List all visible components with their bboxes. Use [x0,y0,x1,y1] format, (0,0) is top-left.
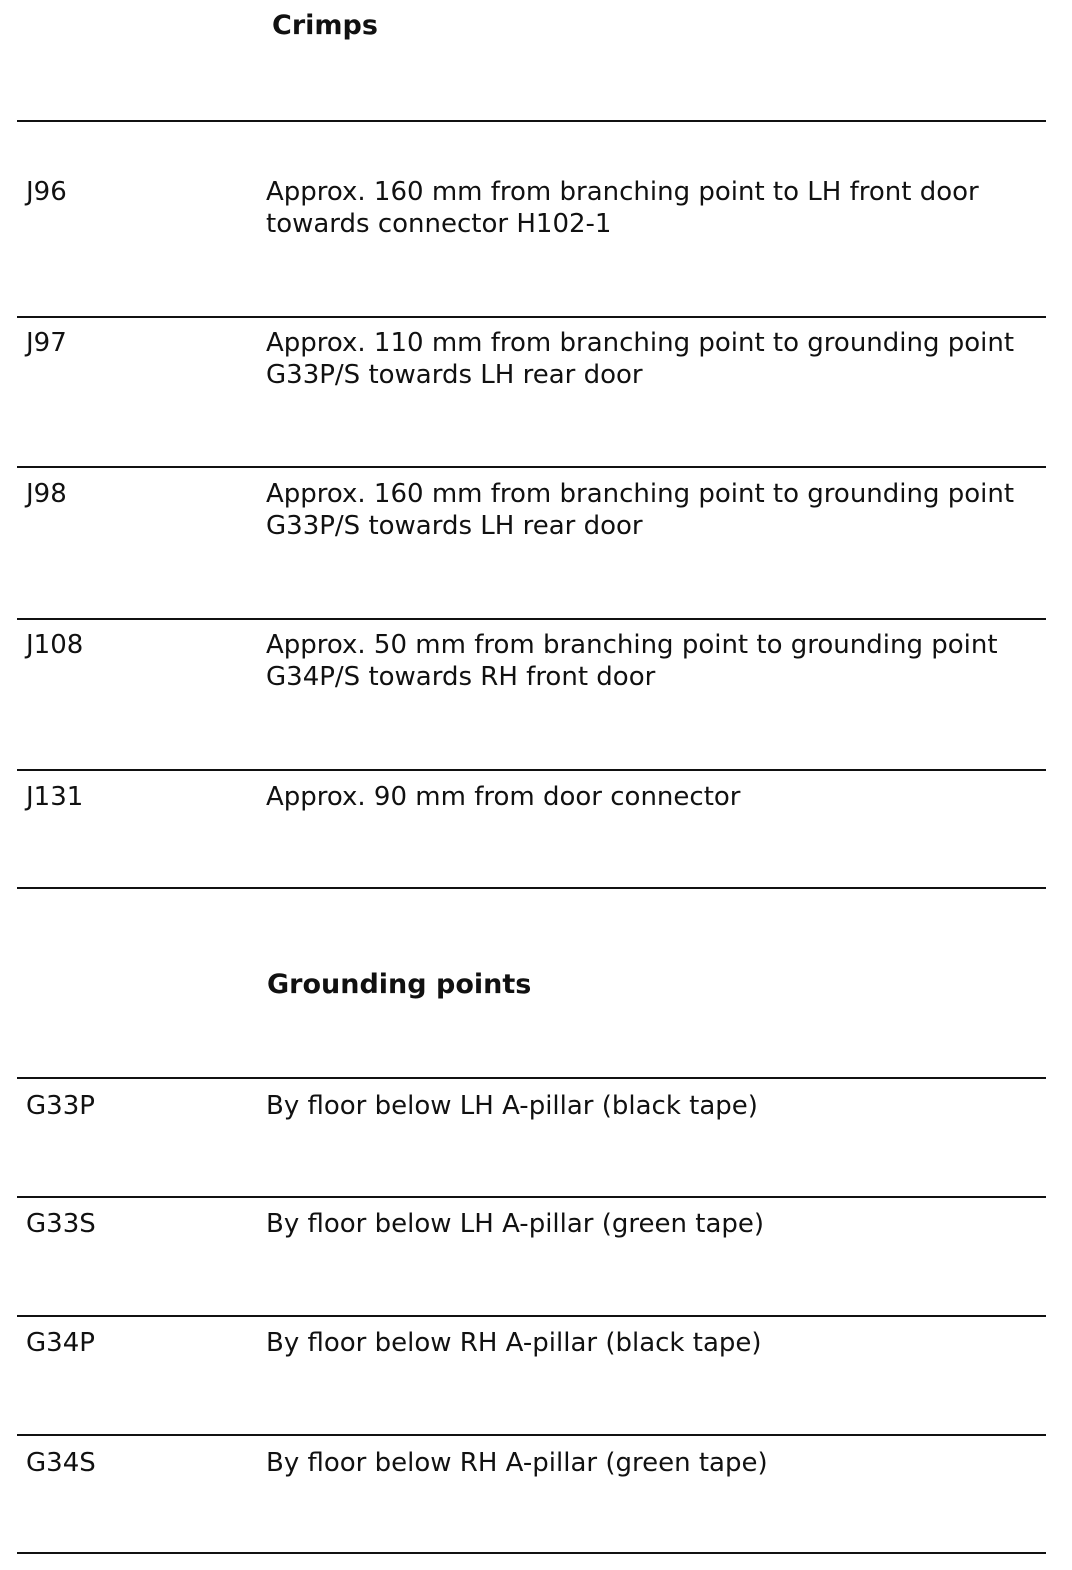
grounding-points-heading: Grounding points [267,969,532,1000]
divider [17,1434,1046,1436]
grounding-code: G34S [26,1448,96,1478]
crimp-description: Approx. 110 mm from branching point to grounding point G33P/S towards LH rear door [266,328,1015,390]
crimp-code: J97 [26,328,67,358]
crimp-code: J131 [26,782,84,812]
crimp-code: J108 [26,630,84,660]
grounding-code: G34P [26,1328,95,1358]
crimp-description: Approx. 160 mm from branching point to grounding point G33P/S towards LH rear door [266,479,1015,541]
crimp-code: J98 [26,479,67,509]
grounding-code: G33P [26,1091,95,1121]
grounding-description: By floor below RH A-pillar (green tape) [266,1448,768,1478]
divider [17,1552,1046,1554]
crimp-code: J96 [26,177,67,207]
grounding-description: By floor below LH A-pillar (green tape) [266,1209,765,1239]
grounding-description: By floor below RH A-pillar (black tape) [266,1328,762,1358]
divider [17,887,1046,889]
divider [17,466,1046,468]
grounding-description: By floor below LH A-pillar (black tape) [266,1091,758,1121]
divider [17,769,1046,771]
divider [17,618,1046,620]
divider [17,1077,1046,1079]
grounding-code: G33S [26,1209,96,1239]
crimps-heading: Crimps [272,10,378,41]
crimp-description: Approx. 90 mm from door connector [266,782,741,812]
divider [17,1196,1046,1198]
divider [17,120,1046,122]
divider [17,316,1046,318]
crimp-description: Approx. 50 mm from branching point to grounding point G34P/S towards RH front door [266,630,998,692]
divider [17,1315,1046,1317]
crimp-description: Approx. 160 mm from branching point to LH front door towards connector H102-1 [266,177,979,239]
